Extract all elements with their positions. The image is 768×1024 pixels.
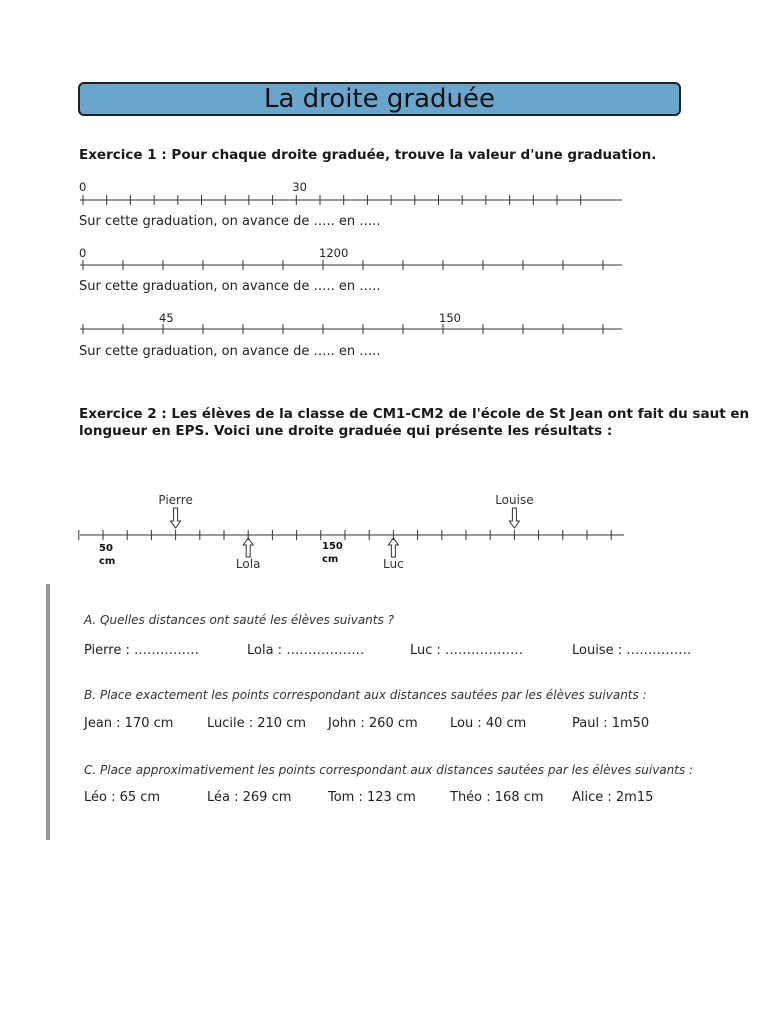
marker-label-pierre: Pierre [158, 493, 193, 507]
answer-louise: Louise : …………… [572, 643, 692, 658]
answer-lola: Lola : ……………… [247, 643, 365, 658]
tick-label: 45 [159, 311, 174, 325]
tick-label: 150 [439, 311, 461, 325]
tick-label: 0 [79, 180, 87, 194]
answer-pierre: Pierre : …………… [84, 643, 199, 658]
item-jean: Jean : 170 cm [84, 716, 174, 731]
marker-label-luc: Luc [383, 557, 404, 571]
tick-label: 1200 [319, 246, 349, 260]
question-a-prompt: A. Quelles distances ont sauté les élèves suivants ? [84, 613, 394, 627]
question-c-prompt: C. Place approximativement les points correspondant aux distances sautées par les élèves suivants : [84, 763, 694, 777]
scale-mid-unit: cm [322, 554, 339, 565]
question-b-prompt: B. Place exactement les points correspondant aux distances sautées par les élèves suivants : [84, 688, 647, 702]
scale-start-unit: cm [99, 556, 116, 567]
section-side-bar [46, 584, 50, 840]
page-title: La droite graduée [78, 82, 681, 116]
item-lucile: Lucile : 210 cm [207, 716, 307, 731]
exercise2-heading-line2: longueur en EPS. Voici une droite graduée qui présente les résultats : [79, 423, 613, 439]
arrow-luc [388, 538, 398, 557]
marker-label-lola: Lola [235, 557, 261, 571]
item-lea: Léa : 269 cm [207, 790, 292, 805]
item-tom: Tom : 123 cm [328, 790, 416, 805]
item-lou: Lou : 40 cm [450, 716, 527, 731]
marker-label-louise: Louise [495, 493, 534, 507]
scale-mid-value: 150 [322, 541, 343, 552]
item-leo: Léo : 65 cm [84, 790, 161, 805]
arrow-pierre [171, 508, 181, 528]
scale-start-value: 50 [99, 543, 113, 554]
item-john: John : 260 cm [328, 716, 418, 731]
arrow-lola [243, 538, 253, 557]
tick-label: 0 [79, 246, 87, 260]
scale-mid-label [322, 540, 343, 566]
answer-luc: Luc : ……………… [410, 643, 524, 658]
item-paul: Paul : 1m50 [572, 716, 650, 731]
exercise1-heading: Exercice 1 : Pour chaque droite graduée, trouve la valeur d'une graduation. [79, 147, 657, 163]
item-alice: Alice : 2m15 [572, 790, 654, 805]
exercise1-sentence-3: Sur cette graduation, on avance de ….. en ….. [79, 344, 381, 359]
tick-label: 30 [292, 180, 307, 194]
arrow-louise [509, 508, 519, 528]
exercise2-heading-line1: Exercice 2 : Les élèves de la classe de CM1-CM2 de l'école de St Jean ont fait du saut en [79, 406, 750, 422]
exercise1-sentence-1: Sur cette graduation, on avance de ….. en ….. [79, 214, 381, 229]
scale-start-label [99, 542, 115, 568]
exercise1-sentence-2: Sur cette graduation, on avance de ….. en ….. [79, 279, 381, 294]
item-theo: Théo : 168 cm [450, 790, 544, 805]
